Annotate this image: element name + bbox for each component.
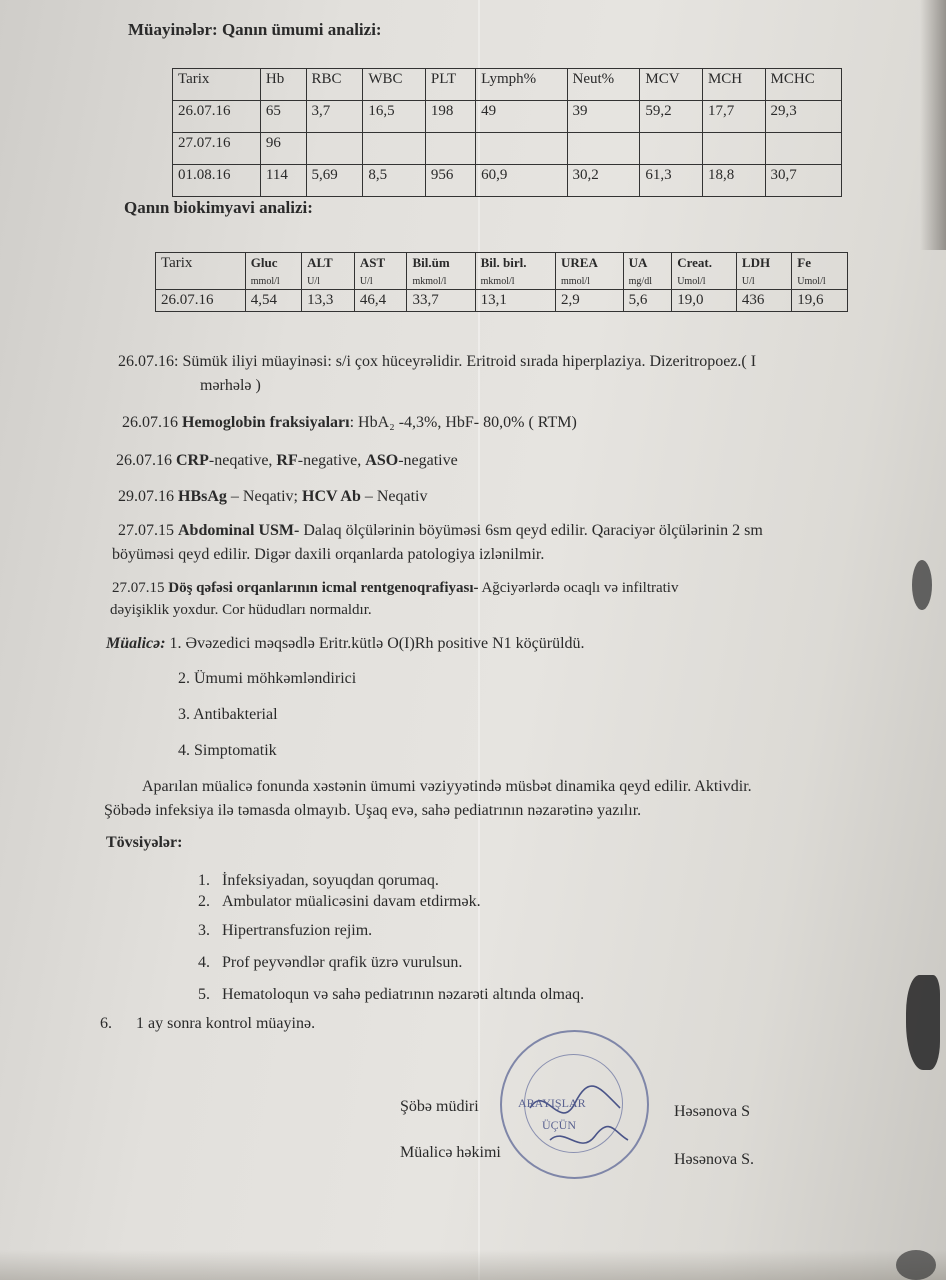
- table-cell: 4,54: [245, 290, 301, 312]
- item-number: 6.: [100, 1015, 112, 1032]
- table-cell: 5,69: [306, 165, 363, 197]
- table-cell: [306, 133, 363, 165]
- table-row: [173, 101, 842, 133]
- table-cell: 26.07.16: [156, 290, 246, 312]
- unit-label: U/l: [741, 276, 755, 287]
- treatment-item-3: 3. Antibakterial: [178, 706, 278, 723]
- table-cell: 3,7: [306, 101, 363, 133]
- unit-label: mkmol/l: [480, 276, 515, 287]
- bone-marrow-line1: 26.07.16: Sümük iliyi müayinəsi: s/i çox hüceyrəlidir. Eritroid sırada hiperplaziya. Dizeritropoez.( I: [118, 353, 757, 370]
- table-cell: 19,6: [792, 290, 848, 312]
- item-number: 3.: [198, 922, 210, 939]
- recommendation-item: [198, 954, 462, 972]
- table-cell: [363, 133, 426, 165]
- table-header-cell: [475, 253, 555, 290]
- table-cell: [476, 133, 567, 165]
- value: -neqative,: [208, 452, 273, 469]
- table-header-cell: [556, 253, 624, 290]
- unit-label: Umol/l: [677, 276, 706, 287]
- ink-smudge: [896, 1250, 936, 1280]
- table-cell: 60,9: [476, 165, 567, 197]
- signature-mark: [520, 1078, 640, 1158]
- table-cell: 2,9: [556, 290, 624, 312]
- header-label: Tarix: [161, 255, 193, 271]
- heading-blood: Müayinələr: Qanın ümumi analizi:: [128, 20, 382, 39]
- table-header-cell: Hb: [260, 69, 306, 101]
- label: HCV Ab: [302, 488, 361, 505]
- table-header-cell: WBC: [363, 69, 426, 101]
- table-cell: 19,0: [672, 290, 737, 312]
- header-label: Fe: [797, 255, 812, 270]
- header-label: Creat.: [677, 255, 712, 270]
- table-cell: 96: [260, 133, 306, 165]
- unit-label: Umol/l: [797, 276, 826, 287]
- doctor-label: Müalicə həkimi: [400, 1144, 501, 1161]
- table-cell: 30,7: [765, 165, 841, 197]
- table-cell: [702, 133, 765, 165]
- table-cell: 18,8: [702, 165, 765, 197]
- table-row: [156, 290, 848, 312]
- summary-line2: Şöbədə infeksiya ilə təmasda olmayıb. Uşaq evə, sahə pediatrının nəzarətinə yazılır.: [104, 802, 642, 819]
- stamp-center-text: ARAYIŞLAR: [518, 1096, 586, 1110]
- table-header-row: [156, 253, 848, 290]
- header-label: UREA: [561, 255, 598, 270]
- unit-label: mmol/l: [250, 276, 280, 287]
- item-text: İnfeksiyadan, soyuqdan qorumaq.: [222, 872, 439, 889]
- table-cell: [640, 133, 703, 165]
- value: – Neqativ: [364, 488, 428, 505]
- table-header-cell: [792, 253, 848, 290]
- treatment-label: Müalicə:: [106, 635, 166, 652]
- table-header-cell: MCV: [640, 69, 703, 101]
- table-cell: 49: [476, 101, 567, 133]
- table-cell: 13,3: [302, 290, 355, 312]
- table-header-cell: [354, 253, 407, 290]
- cbc-table: [172, 68, 842, 197]
- stamp-ring-text: ÜÇÜN: [542, 1118, 577, 1132]
- xray-line2: dəyişiklik yoxdur. Cor hüdudları normaldır.: [110, 602, 372, 618]
- table-cell: 39: [567, 101, 640, 133]
- table-header-cell: MCH: [702, 69, 765, 101]
- unit-label: mg/dl: [628, 276, 652, 287]
- date: 27.07.15: [118, 522, 174, 539]
- table-header-cell: [156, 253, 246, 290]
- usm-line2: böyüməsi qeyd edilir. Digər daxili orqanlarda patologiya izlənilmir.: [112, 546, 545, 563]
- item-text: Prof peyvəndlər qrafik üzrə vurulsun.: [222, 954, 463, 971]
- header-label: UA: [628, 255, 648, 270]
- heading-biochem: Qanın biokimyavi analizi:: [124, 198, 313, 217]
- table-cell: 27.07.16: [173, 133, 261, 165]
- table-header-cell: [736, 253, 791, 290]
- date: 27.07.15: [112, 580, 165, 596]
- table-cell: 01.08.16: [173, 165, 261, 197]
- table-cell: 61,3: [640, 165, 703, 197]
- ink-smudge: [912, 560, 932, 610]
- date: 29.07.16: [118, 488, 174, 505]
- recommendation-item-6: [100, 1015, 315, 1033]
- table-cell: [425, 133, 475, 165]
- item-text: Hipertransfuzion rejim.: [222, 922, 373, 939]
- table-header-cell: PLT: [425, 69, 475, 101]
- paper-shadow: [920, 0, 946, 250]
- table-cell: 30,2: [567, 165, 640, 197]
- table-header-row: [173, 69, 842, 101]
- unit-label: mkmol/l: [412, 276, 447, 287]
- table-cell: 17,7: [702, 101, 765, 133]
- recommendation-item: [198, 922, 372, 940]
- table-header-cell: [623, 253, 672, 290]
- label: ASO: [365, 452, 399, 469]
- value: -negative: [398, 452, 458, 469]
- paper-shadow-bottom: [0, 1250, 946, 1280]
- label: Abdominal USM-: [178, 522, 300, 539]
- label: RF: [276, 452, 298, 469]
- label: Döş qəfəsi orqanlarının icmal rentgenoqrafiyası-: [168, 580, 479, 596]
- table-cell: 29,3: [765, 101, 841, 133]
- header-label: AST: [359, 255, 386, 270]
- biochem-table: [155, 252, 848, 312]
- table-row: [173, 165, 842, 197]
- table-cell: [567, 133, 640, 165]
- table-row: [173, 133, 842, 165]
- treatment-text: 1. Əvəzedici məqsədlə Eritr.kütlə O(I)Rh positive N1 köçürüldü.: [169, 635, 585, 652]
- item-number: 2.: [198, 893, 210, 910]
- table-header-cell: MCHC: [765, 69, 841, 101]
- value: : HbA₂ -4,3%, HbF- 80,0% ( RTM): [349, 414, 577, 431]
- hbsag-hcv: [118, 488, 428, 506]
- unit-label: U/l: [307, 276, 320, 287]
- recommendations-label: Tövsiyələr:: [106, 834, 183, 851]
- table-cell: 16,5: [363, 101, 426, 133]
- summary-line1: Aparılan müalicə fonunda xəstənin ümumi vəziyyətində müsbət dinamika qeyd edilir. Aktivdir.: [142, 778, 752, 795]
- header-label: Bil.üm: [412, 255, 450, 270]
- table-cell: 65: [260, 101, 306, 133]
- table-cell: 198: [425, 101, 475, 133]
- item-text: 1 ay sonra kontrol müayinə.: [136, 1015, 316, 1032]
- header-label: LDH: [741, 255, 771, 270]
- dept-head-label: Şöbə müdiri: [400, 1098, 479, 1115]
- ink-smudge: [906, 975, 940, 1070]
- table-header-cell: Lymph%: [476, 69, 567, 101]
- dept-head-name: Həsənova S: [674, 1103, 750, 1120]
- table-header-cell: Neut%: [567, 69, 640, 101]
- table-cell: 59,2: [640, 101, 703, 133]
- recommendation-item: [198, 986, 584, 1004]
- date: 26.07.16: [122, 414, 178, 431]
- value: – Neqativ;: [230, 488, 298, 505]
- usm-line1: [118, 522, 763, 540]
- recommendation-item: [198, 872, 439, 890]
- treatment-item-4: 4. Simptomatik: [178, 742, 277, 759]
- recommendation-item: [198, 893, 481, 911]
- unit-label: U/l: [359, 276, 373, 287]
- label: CRP: [176, 452, 209, 469]
- table-cell: 114: [260, 165, 306, 197]
- header-label: ALT: [307, 255, 333, 270]
- header-label: Gluc: [250, 255, 278, 270]
- table-cell: 956: [425, 165, 475, 197]
- crp-rf-aso: [116, 452, 458, 470]
- table-cell: 33,7: [407, 290, 475, 312]
- table-header-cell: [302, 253, 355, 290]
- item-text: Ambulator müalicəsini davam etdirmək.: [222, 893, 481, 910]
- table-header-cell: [672, 253, 737, 290]
- table-cell: 13,1: [475, 290, 555, 312]
- bone-marrow-line2: mərhələ ): [200, 377, 261, 394]
- treatment-item-2: 2. Ümumi möhkəmləndirici: [178, 670, 357, 687]
- table-cell: [765, 133, 841, 165]
- table-cell: 5,6: [623, 290, 672, 312]
- table-header-cell: RBC: [306, 69, 363, 101]
- item-number: 4.: [198, 954, 210, 971]
- table-header-cell: [245, 253, 301, 290]
- label: HBsAg: [178, 488, 227, 505]
- table-cell: 46,4: [354, 290, 407, 312]
- label: Hemoglobin fraksiyaları: [182, 414, 350, 431]
- hemoglobin-fractions: [122, 414, 577, 432]
- value: -negative,: [297, 452, 362, 469]
- value: Ağciyərlərdə ocaqlı və infiltrativ: [481, 580, 679, 596]
- table-header-cell: [407, 253, 475, 290]
- value: Dalaq ölçülərinin böyüməsi 6sm qeyd edilir. Qaraciyər ölçülərinin 2 sm: [303, 522, 763, 539]
- table-cell: 26.07.16: [173, 101, 261, 133]
- table-cell: 436: [736, 290, 791, 312]
- doctor-name: Həsənova S.: [674, 1151, 754, 1168]
- xray-line1: [112, 580, 678, 597]
- item-number: 1.: [198, 872, 210, 889]
- item-text: Hematoloqun və sahə pediatrının nəzarəti altında olmaq.: [222, 986, 585, 1003]
- header-label: Bil. birl.: [480, 255, 527, 270]
- item-number: 5.: [198, 986, 210, 1003]
- table-header-cell: Tarix: [173, 69, 261, 101]
- date: 26.07.16: [116, 452, 172, 469]
- treatment-item-1: [106, 635, 585, 653]
- table-cell: 8,5: [363, 165, 426, 197]
- unit-label: mmol/l: [561, 276, 590, 287]
